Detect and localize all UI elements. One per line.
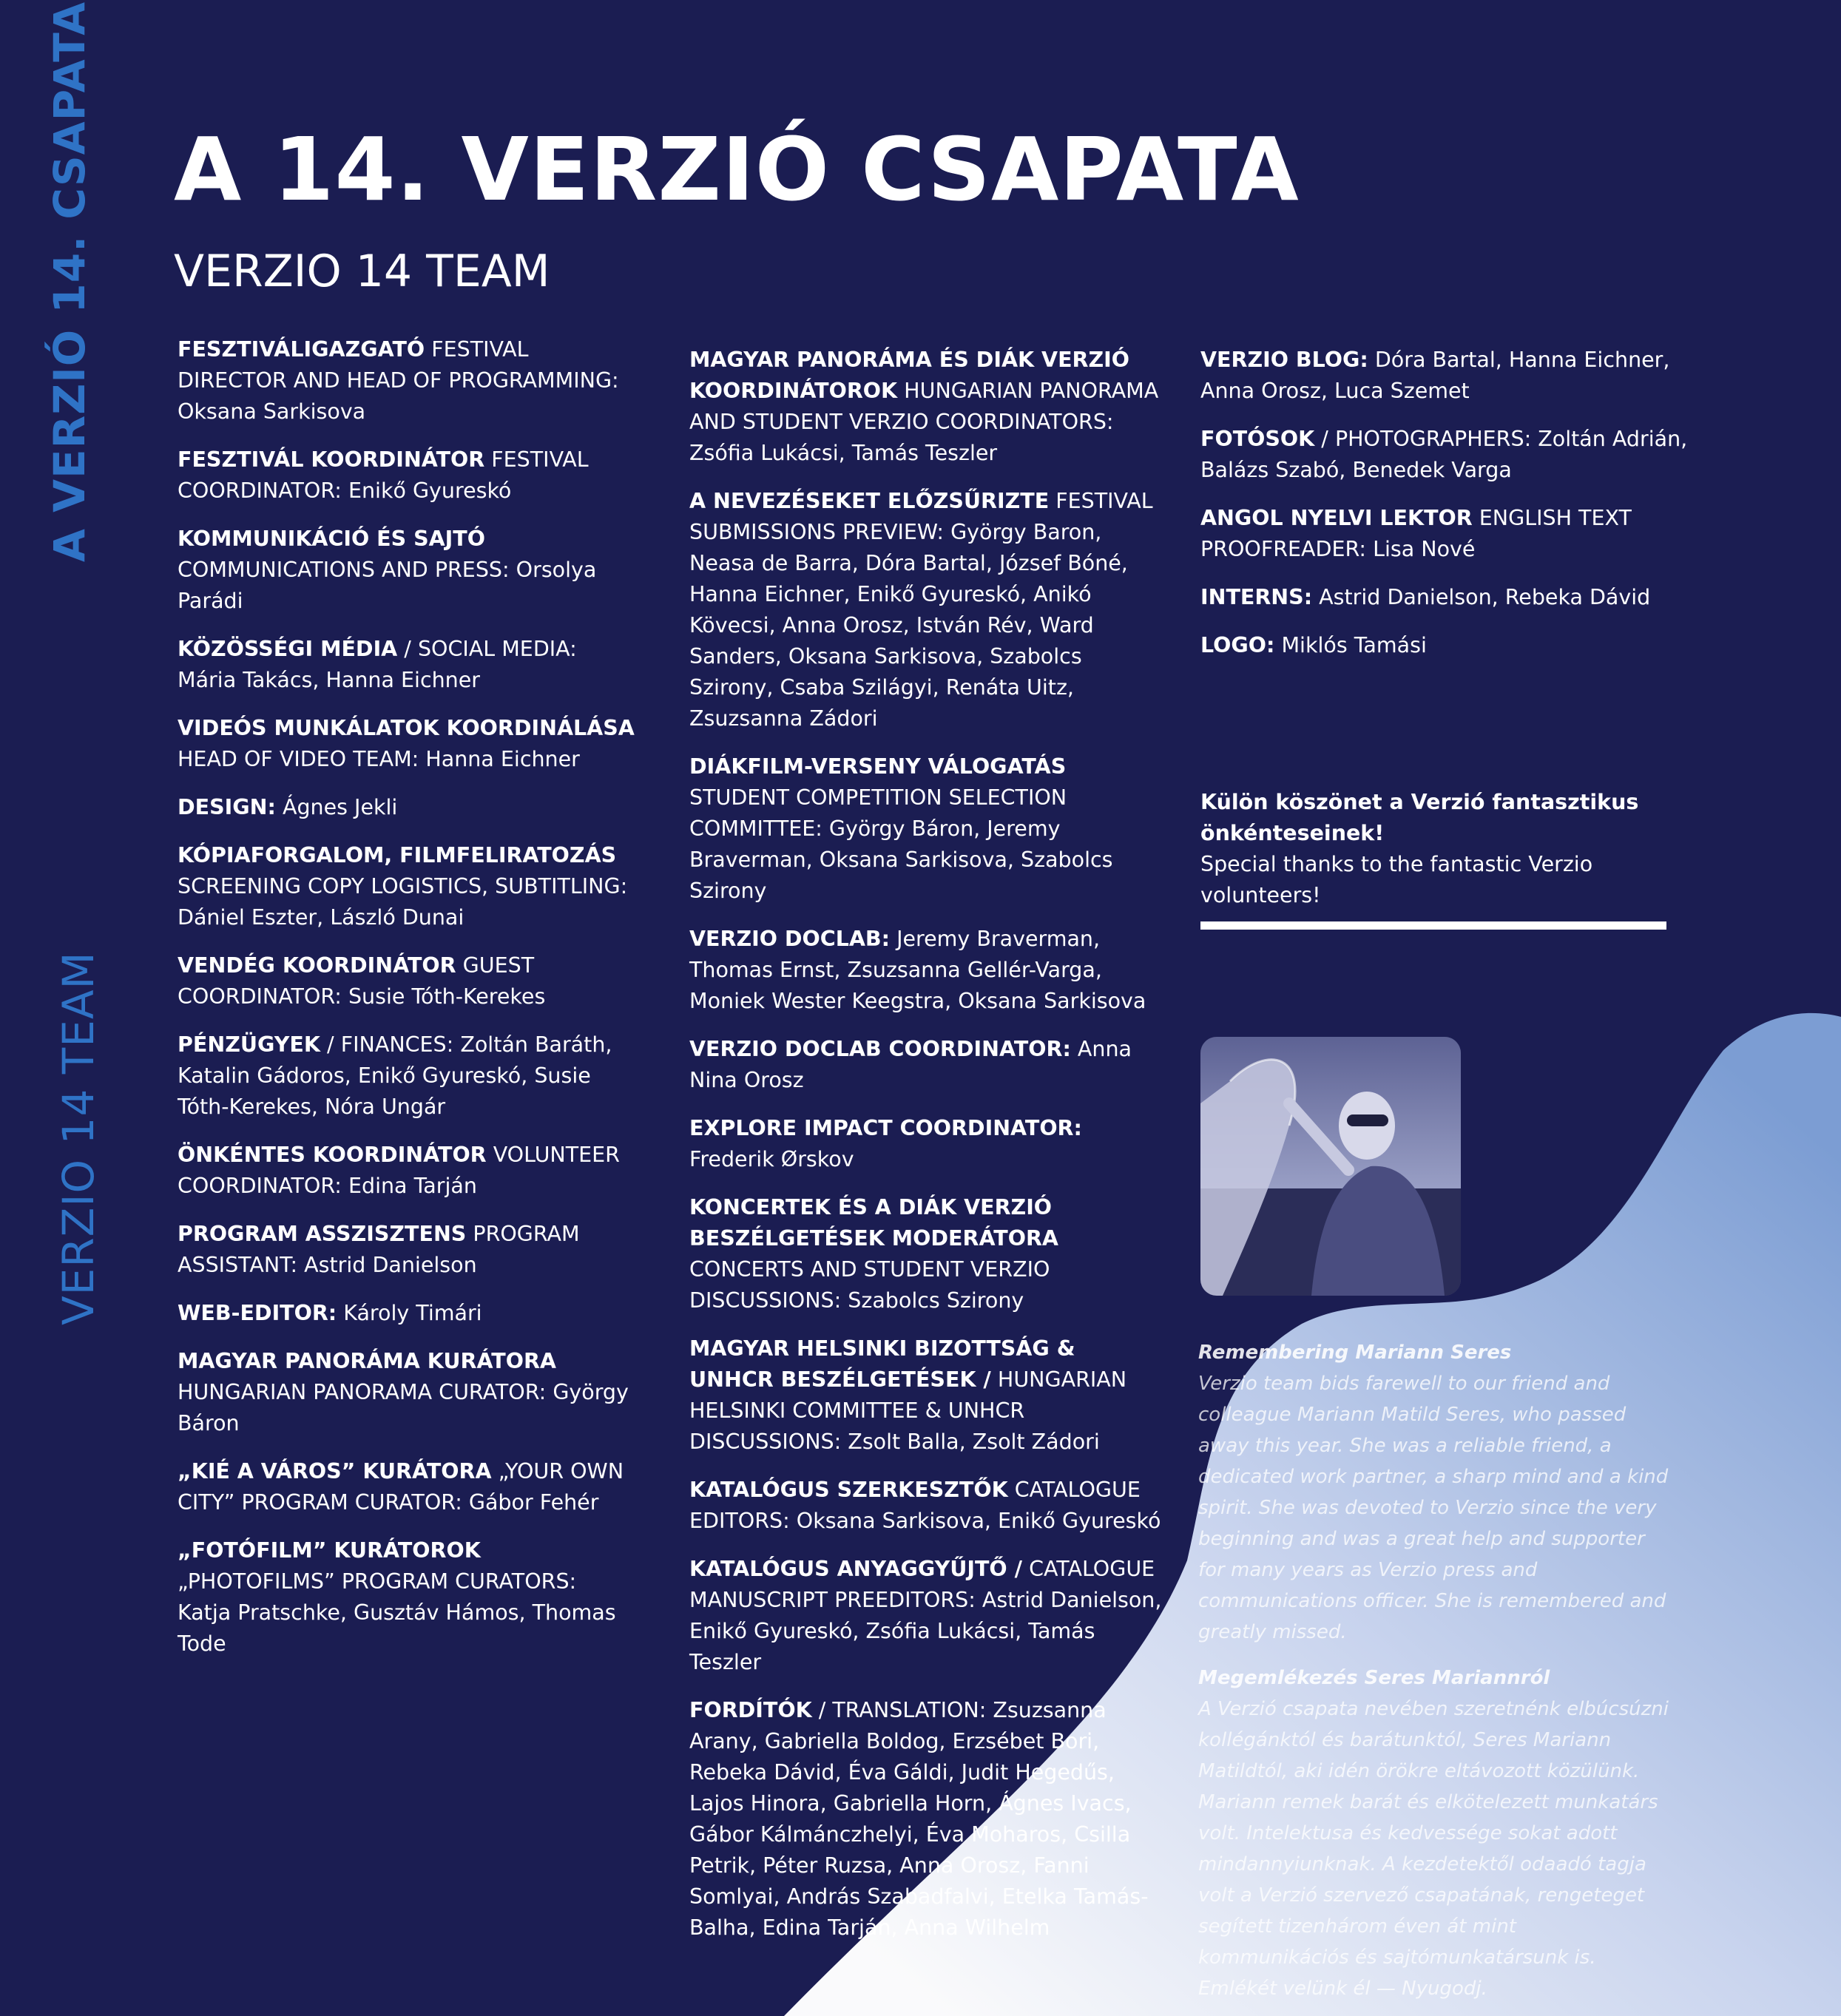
credit-names: Dóra Bartal, Hanna Eichner, Anna Orosz, Luca Szemet [1200, 348, 1670, 403]
credit-names: Anna Nina Orosz [689, 1037, 1132, 1092]
credit-title: WEB-EDITOR: [178, 1301, 337, 1325]
memorial-title-hu: Megemlékezés Seres Mariannról [1198, 1667, 1550, 1689]
credit-title: KÖZÖSSÉGI MÉDIA [178, 637, 398, 661]
credit-role: STUDENT COMPETITION SELECTION COMMITTEE: [689, 785, 1067, 841]
credit-names: Oksana Sarkisova, Enikő Gyureskó [796, 1509, 1161, 1533]
credit-names: Hanna Eichner [425, 747, 580, 771]
credit-role: / TRANSLATION: [818, 1698, 987, 1722]
credit-names: Edina Tarján [348, 1174, 477, 1198]
credit-title: VERZIO BLOG: [1200, 348, 1368, 372]
credit-entry [1200, 424, 1689, 486]
credit-title: FOTÓSOK [1200, 427, 1315, 451]
credit-entry [178, 1140, 636, 1202]
credit-names: Szabolcs Szirony [848, 1288, 1024, 1313]
credit-role: / SOCIAL MEDIA: [404, 637, 577, 661]
credit-entry [178, 524, 636, 617]
credit-role: ENGLISH TEXT PROOFREADER: [1200, 506, 1632, 561]
credit-title: „KIÉ A VÁROS” KURÁTORA [178, 1459, 492, 1484]
credit-names: György Báron, Jeremy Braverman, Oksana Sarkisova, Szabolcs Szirony [689, 816, 1113, 903]
credit-names: Frederik Ørskov [689, 1147, 854, 1171]
credit-title: FESZTIVÁL KOORDINÁTOR [178, 447, 485, 472]
credit-entry [1200, 582, 1689, 613]
credit-entry [178, 634, 636, 696]
credit-title: EXPLORE IMPACT COORDINATOR: [689, 1116, 1082, 1140]
credit-names: Zoltán Adrián, Balázs Szabó, Benedek Varga [1200, 427, 1688, 482]
credit-title: FORDÍTÓK [689, 1698, 812, 1722]
credit-title: MAGYAR PANORÁMA KURÁTORA [178, 1349, 556, 1373]
credit-title: DESIGN: [178, 795, 276, 819]
credit-entry [178, 1346, 636, 1439]
credit-title: DIÁKFILM-VERSENY VÁLOGATÁS [689, 754, 1067, 779]
credit-role: „PHOTOFILMS” PROGRAM CURATORS: [178, 1569, 577, 1594]
credit-entry [178, 1298, 636, 1329]
memorial-text-hu: A Verzió csapata nevében szeretnénk elbúcsúzni kollégánktól és barátunktól, Seres Mariann Matildtól, aki idén örökre eltávozott közülünk. Mariann remek barát és elkötelezett munkatárs volt. Intelektusa és kedvessége sokat adott mindannyiunknak. A kezdetektől odaadó tagja volt a Verzió szervező csapatának, rengeteget segített tizenhárom éven át mint kommunikációs és sajtómunkatársunk is. Emlékét velünk él — Nyugodj. [1198, 1698, 1669, 2000]
credit-title: ÖNKÉNTES KOORDINÁTOR [178, 1143, 487, 1167]
credit-entry [689, 751, 1163, 907]
credit-entry [178, 1456, 636, 1518]
thanks-block [1200, 787, 1689, 911]
credit-entry [1200, 630, 1689, 661]
credit-names: Oksana Sarkisova [178, 399, 366, 424]
credit-entry [689, 1333, 1163, 1458]
credit-entry [178, 1219, 636, 1281]
divider [1200, 921, 1666, 930]
credit-entry [178, 1029, 636, 1123]
credit-names: Károly Timári [343, 1301, 482, 1325]
credit-entry [689, 1192, 1163, 1316]
credit-names: Zoltán Baráth, Katalin Gádoros, Enikő Gyureskó, Susie Tóth-Kerekes, Nóra Ungár [178, 1032, 612, 1119]
memorial-text [1198, 1337, 1672, 2016]
credit-entry [689, 486, 1163, 734]
credit-title: ANGOL NYELVI LEKTOR [1200, 506, 1473, 530]
page-subtitle: VERZIO 14 TEAM [174, 246, 550, 297]
memorial-text-en: Verzio team bids farewell to our friend and colleague Mariann Matild Seres, who passed away this year. She was a reliable friend, a dedicated work partner, a sharp mind and a kind spirit. She was devoted to Verzio since the very beginning and was a great help and supporter for many years as Verzio press and communications officer. She is remembered and greatly missed. [1198, 1373, 1669, 1643]
credit-title: FESZTIVÁLIGAZGATÓ [178, 337, 425, 362]
credit-names: Katja Pratschke, Gusztáv Hámos, Thomas Tode [178, 1600, 616, 1656]
thanks-hu: Külön köszönet a Verzió fantasztikus önkénteseinek! [1200, 790, 1639, 845]
credit-names: Dániel Eszter, László Dunai [178, 905, 465, 930]
credit-entry [178, 334, 636, 427]
credit-role: HUNGARIAN PANORAMA CURATOR: [178, 1380, 547, 1404]
credit-title: VERZIO DOCLAB: [689, 927, 891, 951]
credit-entry [689, 1554, 1163, 1678]
credit-names: Gábor Fehér [468, 1490, 599, 1515]
credit-title: KATALÓGUS ANYAGGYŰJTŐ / [689, 1557, 1022, 1581]
credit-names: Lisa Nové [1373, 537, 1476, 561]
credit-names: Zsuzsanna Arany, Gabriella Boldog, Erzsébet Bori, Rebeka Dávid, Éva Gáldi, Judit Hegedűs, Lajos Hinora, Gabriella Horn, Ágnes Ivacs, Gábor Kálmánczhelyi, Éva Moharos, Csilla Petrik, Péter Ruzsa, Anna Orosz, Fanni Somlyai, András Szabadfalvi, Etelka Tamás-Balha, Edina Tarján, Anna Wilhelm [689, 1698, 1149, 1940]
credit-entry [178, 444, 636, 507]
credit-role: SCREENING COPY LOGISTICS, SUBTITLING: [178, 874, 628, 899]
credit-role: HUNGARIAN HELSINKI COMMITTEE & UNHCR DISCUSSIONS: [689, 1367, 1127, 1454]
credit-title: MAGYAR PANORÁMA ÉS DIÁK VERZIÓ KOORDINÁTOROK [689, 348, 1129, 403]
credit-entry [178, 1535, 636, 1660]
credit-title: PROGRAM ASSZISZTENS [178, 1222, 467, 1246]
credit-names: Orsolya Parádi [178, 558, 597, 613]
credit-names: Ágnes Jekli [282, 795, 398, 819]
credit-entry [1200, 503, 1689, 565]
credit-entry [689, 1695, 1163, 1944]
credit-role: COMMUNICATIONS AND PRESS: [178, 558, 510, 582]
credit-names: Jeremy Braverman, Thomas Ernst, Zsuzsanna Gellér-Varga, Moniek Wester Keegstra, Oksana Sarkisova [689, 927, 1146, 1013]
credit-title: VENDÉG KOORDINÁTOR [178, 953, 456, 978]
credit-role: CATALOGUE MANUSCRIPT PREEDITORS: [689, 1557, 1155, 1612]
memorial-portrait-photo [1200, 1037, 1461, 1296]
credit-role: GUEST COORDINATOR: [178, 953, 535, 1009]
credit-role: / PHOTOGRAPHERS: [1321, 427, 1532, 451]
credit-title: „FOTÓFILM” KURÁTOROK [178, 1538, 481, 1563]
credit-title: KOMMUNIKÁCIÓ ÉS SAJTÓ [178, 527, 485, 551]
credit-names: György Báron [178, 1380, 629, 1435]
credit-names: Zsolt Balla, Zsolt Zádori [848, 1430, 1100, 1454]
credit-entry [178, 713, 636, 775]
side-title-en: VERZIO 14 TEAM [53, 951, 104, 1325]
credit-role: FESTIVAL COORDINATOR: [178, 447, 589, 503]
portrait-illustration [1200, 1037, 1461, 1296]
credits-column-1 [178, 334, 636, 1677]
credit-title: KÓPIAFORGALOM, FILMFELIRATOZÁS [178, 843, 617, 867]
credit-entry [689, 1034, 1163, 1096]
credit-entry [178, 792, 636, 823]
credit-role: PROGRAM ASSISTANT: [178, 1222, 580, 1277]
credit-title: KONCERTEK ÉS A DIÁK VERZIÓ BESZÉLGETÉSEK MODERÁTORA [689, 1195, 1058, 1251]
credit-title: KATALÓGUS SZERKESZTŐK [689, 1478, 1008, 1502]
credit-role: VOLUNTEER COORDINATOR: [178, 1143, 620, 1198]
credit-role: FESTIVAL DIRECTOR AND HEAD OF PROGRAMMING: [178, 337, 619, 393]
credit-names: Enikő Gyureskó [348, 478, 512, 503]
credit-title: VERZIO DOCLAB COORDINATOR: [689, 1037, 1071, 1061]
credit-title: INTERNS: [1200, 585, 1313, 609]
credit-role: HUNGARIAN PANORAMA AND STUDENT VERZIO COORDINATORS: [689, 379, 1159, 434]
credit-role: CATALOGUE EDITORS: [689, 1478, 1141, 1533]
credit-entry [178, 950, 636, 1012]
credits-column-3 [1200, 345, 1689, 678]
side-title-hu: A VERZIÓ 14. CSAPATA [44, 1, 95, 562]
credit-entry [1200, 345, 1689, 407]
credit-entry [689, 345, 1163, 469]
credit-title: MAGYAR HELSINKI BIZOTTSÁG & UNHCR BESZÉLGETÉSEK / [689, 1336, 1075, 1392]
credit-names: Astrid Danielson, Enikő Gyureskó, Zsófia Lukácsi, Tamás Teszler [689, 1588, 1162, 1674]
credit-title: A NEVEZÉSEKET ELŐZSŰRIZTE [689, 489, 1050, 513]
credit-names: György Baron, Neasa de Barra, Dóra Bartal, József Bóné, Hanna Eichner, Enikő Gyureskó, Anikó Kövecsi, Anna Orosz, István Rév, Ward Sanders, Oksana Sarkisova, Szabolcs Szirony, Csaba Szilágyi, Renáta Uitz, Zsuzsanna Zádori [689, 520, 1128, 731]
credits-column-2 [689, 345, 1163, 1961]
credit-role: FESTIVAL SUBMISSIONS PREVIEW: [689, 489, 1153, 544]
credit-names: Zsófia Lukácsi, Tamás Teszler [689, 441, 998, 465]
credit-title: LOGO: [1200, 633, 1275, 657]
credit-role: „YOUR OWN CITY” PROGRAM CURATOR: [178, 1459, 624, 1515]
memorial-title-en: Remembering Mariann Seres [1198, 1342, 1512, 1364]
credit-entry [178, 840, 636, 933]
credit-names: Susie Tóth-Kerekes [348, 984, 546, 1009]
credit-names: Astrid Danielson [304, 1253, 477, 1277]
page-title: A 14. VERZIÓ CSAPATA [174, 118, 1300, 220]
credit-entry [689, 1475, 1163, 1537]
credit-names: Astrid Danielson, Rebeka Dávid [1319, 585, 1651, 609]
credit-role: CONCERTS AND STUDENT VERZIO DISCUSSIONS: [689, 1257, 1050, 1313]
thanks-en: Special thanks to the fantastic Verzio volunteers! [1200, 852, 1593, 907]
credit-title: PÉNZÜGYEK [178, 1032, 320, 1057]
credit-title: VIDEÓS MUNKÁLATOK KOORDINÁLÁSA [178, 716, 635, 740]
credit-role: / FINANCES: [327, 1032, 454, 1057]
credit-names: Mária Takács, Hanna Eichner [178, 668, 480, 692]
credit-role: HEAD OF VIDEO TEAM: [178, 747, 419, 771]
credit-entry [689, 924, 1163, 1017]
credit-entry [689, 1113, 1163, 1175]
credit-names: Miklós Tamási [1281, 633, 1427, 657]
